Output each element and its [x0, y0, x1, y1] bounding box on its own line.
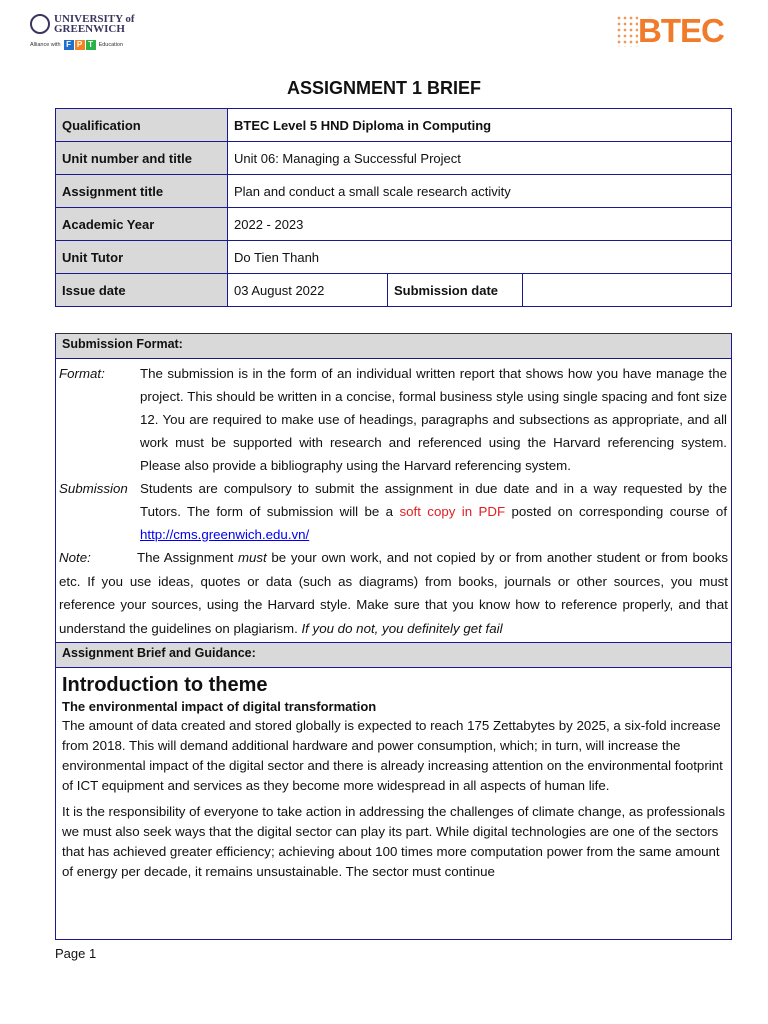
logo-line: GREENWICH — [54, 23, 125, 35]
format-text: The submission is in the form of an individual written report that shows how you have manage the project. This should be written in a concise, formal business style using single spacing and font size 12. You are required to make use of headings, paragraphs and subsections as appropriate, and all work must be supported with research and referenced using the Harvard referencing system. Please also provide a bibliography using the Harvard referencing system. — [140, 366, 727, 473]
table-row — [56, 109, 732, 142]
section-subheading: The environmental impact of digital transformation — [62, 699, 377, 714]
fpt-letter: T — [86, 40, 96, 50]
fpt-letter: F — [64, 40, 74, 50]
fpt-letter: P — [75, 40, 85, 50]
paragraph: The amount of data created and stored globally is expected to reach 175 Zettabytes by 2025, a six-fold increase from 2018. This will demand additional hardware and power consumption, which; in turn, will increase the environmental impact of the digital sector and there is already increasing attention on the environmental footprint of ICT equipment and services as they become more widespread in all aspects of human life. — [62, 718, 723, 793]
submission-label: Submission — [59, 481, 128, 496]
row-label: Unit Tutor — [56, 241, 228, 274]
cms-link[interactable]: http://cms.greenwich.edu.vn/ — [140, 527, 310, 542]
row-label: Academic Year — [56, 208, 228, 241]
row-label: Qualification — [56, 109, 228, 142]
table-row — [56, 175, 732, 208]
submission-box — [55, 333, 732, 940]
alliance-text: Education — [98, 42, 124, 48]
assignment-info-table — [55, 108, 732, 307]
row-label: Issue date — [56, 274, 228, 307]
table-row — [56, 208, 732, 241]
row-value: Plan and conduct a small scale research activity — [228, 175, 732, 208]
format-section — [56, 359, 731, 477]
submission-date-label: Submission date — [388, 274, 523, 307]
note-warning: If you do not, you definitely get fail — [301, 620, 503, 636]
btec-logo — [616, 12, 724, 50]
btec-dots-icon — [616, 15, 638, 47]
page-number: Page 1 — [55, 946, 97, 961]
page-title: ASSIGNMENT 1 BRIEF — [286, 78, 482, 98]
row-value: Unit 06: Managing a Successful Project — [228, 142, 732, 175]
submission-text: posted on corresponding course of — [511, 504, 728, 519]
paragraph: It is the responsibility of everyone to take action in addressing the challenges of climate change, as professionals we must also seek ways that the digital sector can play its part. While digital technologies are one of the sectors that has achieved greater efficiency; achieving about 100 times more computation power from the same amount of energy per decade, it remains unsustainable. The sector must continue — [62, 804, 726, 879]
soft-copy-highlight: soft copy in PDF — [399, 504, 506, 519]
university-of-greenwich-logo — [30, 14, 170, 50]
row-value: 03 August 2022 — [228, 274, 388, 307]
row-value: 2022 - 2023 — [228, 208, 732, 241]
logo-line: UNIVERSITY of — [54, 13, 135, 25]
note-label: Note: — [59, 550, 91, 565]
note-text: The Assignment — [137, 550, 234, 565]
table-row — [56, 274, 732, 307]
row-label: Unit number and title — [56, 142, 228, 175]
table-row — [56, 142, 732, 175]
submission-text: Students are compulsory to submit the assignment in due date and in a way requested by the Tutors. The form of submission will be a — [140, 481, 727, 519]
university-seal-icon — [30, 14, 50, 34]
submission-section — [56, 477, 731, 546]
table-row — [56, 241, 732, 274]
row-value: BTEC Level 5 HND Diploma in Computing — [228, 109, 732, 142]
note-emphasis: must — [237, 550, 267, 565]
row-value: Do Tien Thanh — [228, 241, 732, 274]
note-section — [56, 546, 731, 640]
btec-wordmark: BTEC — [638, 12, 724, 49]
fpt-logo — [64, 40, 96, 50]
brief-header: Assignment Brief and Guidance: — [56, 642, 731, 668]
format-label: Format: — [59, 366, 105, 381]
submission-format-header: Submission Format: — [56, 334, 731, 359]
alliance-text: Alliance with — [30, 42, 61, 48]
note-text: be your own work, and not copied by or from another student or from books etc. If you use ideas, quotes or data (such as diagrams) from books, journals or other sources, you must reference your sources, using the Harvard style. Make sure that you know how to reference properly, and that understand the guidelines on plagiarism. — [59, 550, 728, 636]
section-heading: Introduction to theme — [62, 674, 268, 696]
submission-date-value — [523, 274, 732, 307]
row-label: Assignment title — [56, 175, 228, 208]
